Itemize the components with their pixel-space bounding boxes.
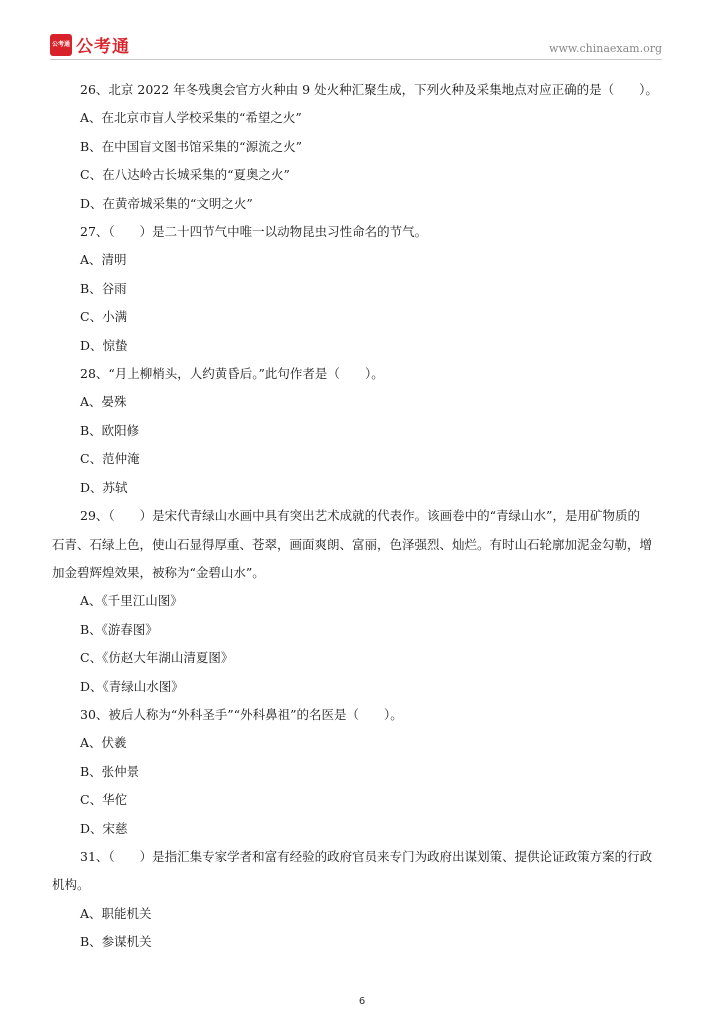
question-30-option-a: A、伏羲 — [80, 735, 127, 751]
question-31-stem — [52, 843, 662, 900]
question-31-stem-line-2: 机构。 — [52, 877, 90, 893]
logo-badge: 公考通 — [50, 34, 72, 56]
question-26-option-c: C、在八达岭古长城采集的“夏奥之火” — [80, 167, 290, 183]
logo — [50, 32, 130, 57]
question-27-option-d: D、惊蛰 — [80, 337, 128, 353]
question-31-option-b: B、参谋机关 — [80, 934, 152, 950]
question-29-option-c: C、《仿赵大年湖山清夏图》 — [80, 650, 234, 666]
question-27-option-b: B、谷雨 — [80, 280, 127, 296]
question-29-stem-line-1: 29、（ ）是宋代青绿山水画中具有突出艺术成就的代表作。该画卷中的“青绿山水”，是用矿物质的 — [80, 508, 640, 524]
question-30-option-c: C、华佗 — [80, 792, 128, 808]
question-30-stem: 30、被后人称为“外科圣手”“外科鼻祖”的名医是（ ）。 — [80, 706, 403, 722]
question-26-option-a: A、在北京市盲人学校采集的“希望之火” — [80, 110, 302, 126]
question-30-option-d: D、宋慈 — [80, 820, 128, 836]
question-29-option-a: A、《千里江山图》 — [80, 593, 183, 609]
question-28-option-c: C、范仲淹 — [80, 451, 140, 467]
question-26-option-d: D、在黄帝城采集的“文明之火” — [80, 195, 253, 211]
question-30-option-b: B、张仲景 — [80, 763, 140, 779]
question-26-stem: 26、北京 2022 年冬残奥会官方火种由 9 处火种汇聚生成，下列火种及采集地点对应正确的是（ ）。 — [80, 82, 658, 97]
question-31-stem-line-1: 31、（ ）是指汇集专家学者和富有经验的政府官员来专门为政府出谋划策、提供论证政策方案的行政 — [80, 848, 653, 864]
question-28-stem: 28、“月上柳梢头，人约黄昏后。”此句作者是（ ）。 — [80, 366, 384, 382]
question-28-option-d: D、苏轼 — [80, 479, 128, 495]
question-29-option-d: D、《青绿山水图》 — [80, 678, 184, 694]
question-27-stem: 27、（ ）是二十四节气中唯一以动物昆虫习性命名的节气。 — [80, 224, 428, 240]
question-27-option-a: A、清明 — [80, 252, 127, 268]
question-28-option-a: A、晏殊 — [80, 394, 127, 410]
question-29-stem — [52, 502, 662, 587]
question-29-stem-line-3: 加金碧辉煌效果，被称为“金碧山水”。 — [52, 564, 265, 580]
question-27-option-c: C、小满 — [80, 309, 128, 325]
site-url: www.chinaexam.org — [549, 42, 662, 55]
question-29-option-b: B、《游春图》 — [80, 621, 158, 637]
question-31-option-a: A、职能机关 — [80, 905, 152, 921]
page-number: 6 — [358, 996, 366, 1007]
question-list — [52, 76, 662, 957]
page-header — [50, 32, 662, 62]
header-divider — [50, 59, 662, 60]
logo-text: 公考通 — [76, 37, 130, 57]
question-26-option-b: B、在中国盲文图书馆采集的“源流之火” — [80, 138, 302, 154]
question-28-option-b: B、欧阳修 — [80, 422, 140, 438]
question-29-stem-line-2: 石青、石绿上色，使山石显得厚重、苍翠，画面爽朗、富丽，色泽强烈、灿烂。有时山石轮廓加泥金勾勒，增 — [52, 536, 653, 552]
